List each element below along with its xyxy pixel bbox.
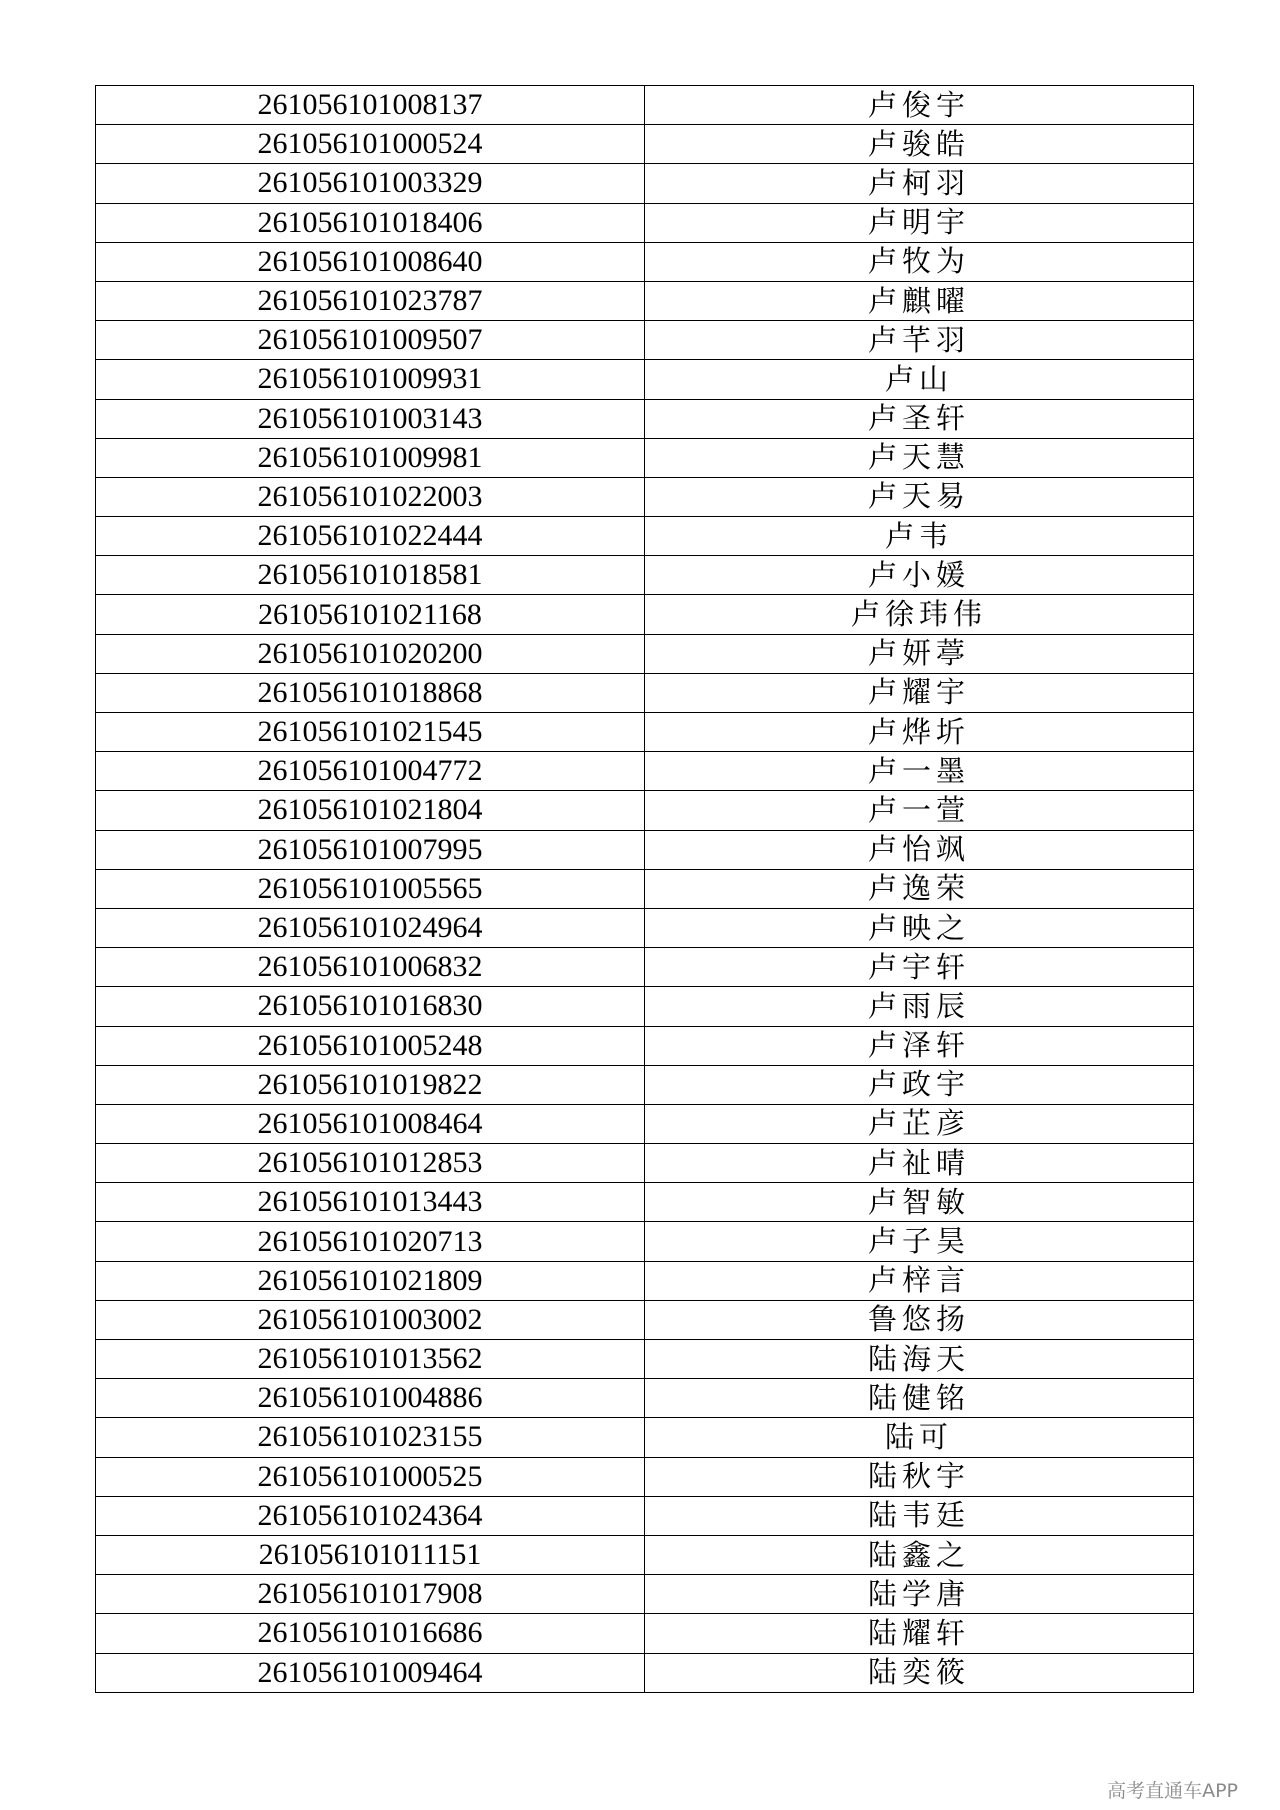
candidate-name-cell: 卢政宇: [645, 1065, 1194, 1104]
candidate-id-cell: 261056101017908: [96, 1575, 645, 1614]
candidate-id-cell: 261056101020200: [96, 634, 645, 673]
table-row: [96, 595, 1194, 634]
candidate-id-cell: 261056101018406: [96, 203, 645, 242]
table-row: [96, 399, 1194, 438]
candidate-table: [95, 85, 1194, 1693]
candidate-name-cell: 陆鑫之: [645, 1535, 1194, 1574]
table-row: [96, 791, 1194, 830]
table-row: [96, 948, 1194, 987]
candidate-name-cell: 卢妍葶: [645, 634, 1194, 673]
candidate-name-cell: 卢韦: [645, 517, 1194, 556]
table-row: [96, 1614, 1194, 1653]
candidate-name-cell: 卢耀宇: [645, 673, 1194, 712]
table-row: [96, 634, 1194, 673]
candidate-name-cell: 陆奕筱: [645, 1653, 1194, 1692]
candidate-name-cell: 卢麒曜: [645, 281, 1194, 320]
candidate-id-cell: 261056101012853: [96, 1144, 645, 1183]
candidate-id-cell: 261056101024364: [96, 1496, 645, 1535]
table-row: [96, 1418, 1194, 1457]
candidate-id-cell: 261056101008137: [96, 86, 645, 125]
candidate-id-cell: 261056101006832: [96, 948, 645, 987]
table-row: [96, 869, 1194, 908]
candidate-id-cell: 261056101018868: [96, 673, 645, 712]
table-row: [96, 125, 1194, 164]
candidate-name-cell: 卢祉晴: [645, 1144, 1194, 1183]
candidate-id-cell: 261056101021804: [96, 791, 645, 830]
candidate-id-cell: 261056101009464: [96, 1653, 645, 1692]
candidate-table-body: [96, 86, 1194, 1693]
candidate-id-cell: 261056101008464: [96, 1104, 645, 1143]
table-row: [96, 1144, 1194, 1183]
candidate-id-cell: 261056101009507: [96, 321, 645, 360]
candidate-id-cell: 261056101022444: [96, 517, 645, 556]
candidate-id-cell: 261056101019822: [96, 1065, 645, 1104]
table-row: [96, 438, 1194, 477]
watermark-text: 高考直通车APP: [1107, 1780, 1238, 1802]
candidate-id-cell: 261056101022003: [96, 477, 645, 516]
candidate-name-cell: 卢怡飒: [645, 830, 1194, 869]
candidate-name-cell: 卢逸荣: [645, 869, 1194, 908]
candidate-name-cell: 卢牧为: [645, 242, 1194, 281]
candidate-name-cell: 卢烨圻: [645, 713, 1194, 752]
table-row: [96, 281, 1194, 320]
candidate-id-cell: 261056101003329: [96, 164, 645, 203]
candidate-id-cell: 261056101024964: [96, 908, 645, 947]
table-row: [96, 1261, 1194, 1300]
table-row: [96, 1496, 1194, 1535]
candidate-name-cell: 卢芊羽: [645, 321, 1194, 360]
candidate-id-cell: 261056101003002: [96, 1300, 645, 1339]
table-row: [96, 908, 1194, 947]
candidate-name-cell: 陆韦廷: [645, 1496, 1194, 1535]
candidate-name-cell: 陆可: [645, 1418, 1194, 1457]
table-row: [96, 86, 1194, 125]
table-row: [96, 1535, 1194, 1574]
candidate-name-cell: 卢一墨: [645, 752, 1194, 791]
table-row: [96, 1457, 1194, 1496]
table-row: [96, 1104, 1194, 1143]
table-row: [96, 1653, 1194, 1692]
candidate-name-cell: 卢小媛: [645, 556, 1194, 595]
candidate-id-cell: 261056101013562: [96, 1340, 645, 1379]
table-row: [96, 321, 1194, 360]
candidate-id-cell: 261056101009931: [96, 360, 645, 399]
candidate-name-cell: 卢子昊: [645, 1222, 1194, 1261]
table-row: [96, 1183, 1194, 1222]
table-row: [96, 713, 1194, 752]
table-row: [96, 1222, 1194, 1261]
candidate-id-cell: 261056101021809: [96, 1261, 645, 1300]
candidate-id-cell: 261056101021545: [96, 713, 645, 752]
candidate-name-cell: 卢柯羽: [645, 164, 1194, 203]
table-row: [96, 517, 1194, 556]
candidate-id-cell: 261056101005565: [96, 869, 645, 908]
candidate-id-cell: 261056101020713: [96, 1222, 645, 1261]
table-row: [96, 1340, 1194, 1379]
candidate-name-cell: 卢天易: [645, 477, 1194, 516]
candidate-name-cell: 卢宇轩: [645, 948, 1194, 987]
table-row: [96, 987, 1194, 1026]
candidate-id-cell: 261056101000525: [96, 1457, 645, 1496]
candidate-id-cell: 261056101023787: [96, 281, 645, 320]
candidate-id-cell: 261056101000524: [96, 125, 645, 164]
candidate-id-cell: 261056101023155: [96, 1418, 645, 1457]
candidate-name-cell: 陆耀轩: [645, 1614, 1194, 1653]
table-row: [96, 164, 1194, 203]
candidate-name-cell: 卢徐玮伟: [645, 595, 1194, 634]
candidate-name-cell: 陆秋宇: [645, 1457, 1194, 1496]
candidate-id-cell: 261056101021168: [96, 595, 645, 634]
candidate-name-cell: 陆健铭: [645, 1379, 1194, 1418]
table-row: [96, 1065, 1194, 1104]
table-row: [96, 477, 1194, 516]
table-row: [96, 203, 1194, 242]
candidate-id-cell: 261056101013443: [96, 1183, 645, 1222]
candidate-name-cell: 鲁悠扬: [645, 1300, 1194, 1339]
candidate-name-cell: 卢山: [645, 360, 1194, 399]
candidate-name-cell: 卢梓言: [645, 1261, 1194, 1300]
table-row: [96, 360, 1194, 399]
candidate-id-cell: 261056101018581: [96, 556, 645, 595]
candidate-name-cell: 卢泽轩: [645, 1026, 1194, 1065]
table-row: [96, 242, 1194, 281]
table-row: [96, 556, 1194, 595]
candidate-name-cell: 卢明宇: [645, 203, 1194, 242]
candidate-id-cell: 261056101007995: [96, 830, 645, 869]
candidate-name-cell: 卢雨辰: [645, 987, 1194, 1026]
candidate-id-cell: 261056101009981: [96, 438, 645, 477]
candidate-name-cell: 卢圣轩: [645, 399, 1194, 438]
candidate-name-cell: 卢天慧: [645, 438, 1194, 477]
candidate-name-cell: 卢智敏: [645, 1183, 1194, 1222]
candidate-id-cell: 261056101004772: [96, 752, 645, 791]
candidate-id-cell: 261056101016830: [96, 987, 645, 1026]
table-row: [96, 673, 1194, 712]
candidate-id-cell: 261056101016686: [96, 1614, 645, 1653]
table-row: [96, 1300, 1194, 1339]
candidate-name-cell: 陆海天: [645, 1340, 1194, 1379]
candidate-name-cell: 卢一萱: [645, 791, 1194, 830]
table-row: [96, 752, 1194, 791]
candidate-name-cell: 卢映之: [645, 908, 1194, 947]
candidate-id-cell: 261056101011151: [96, 1535, 645, 1574]
table-row: [96, 830, 1194, 869]
candidate-id-cell: 261056101004886: [96, 1379, 645, 1418]
candidate-name-cell: 卢芷彦: [645, 1104, 1194, 1143]
candidate-id-cell: 261056101005248: [96, 1026, 645, 1065]
candidate-id-cell: 261056101008640: [96, 242, 645, 281]
table-row: [96, 1026, 1194, 1065]
candidate-name-cell: 卢俊宇: [645, 86, 1194, 125]
candidate-id-cell: 261056101003143: [96, 399, 645, 438]
table-row: [96, 1379, 1194, 1418]
candidate-name-cell: 陆学唐: [645, 1575, 1194, 1614]
candidate-name-cell: 卢骏皓: [645, 125, 1194, 164]
table-row: [96, 1575, 1194, 1614]
